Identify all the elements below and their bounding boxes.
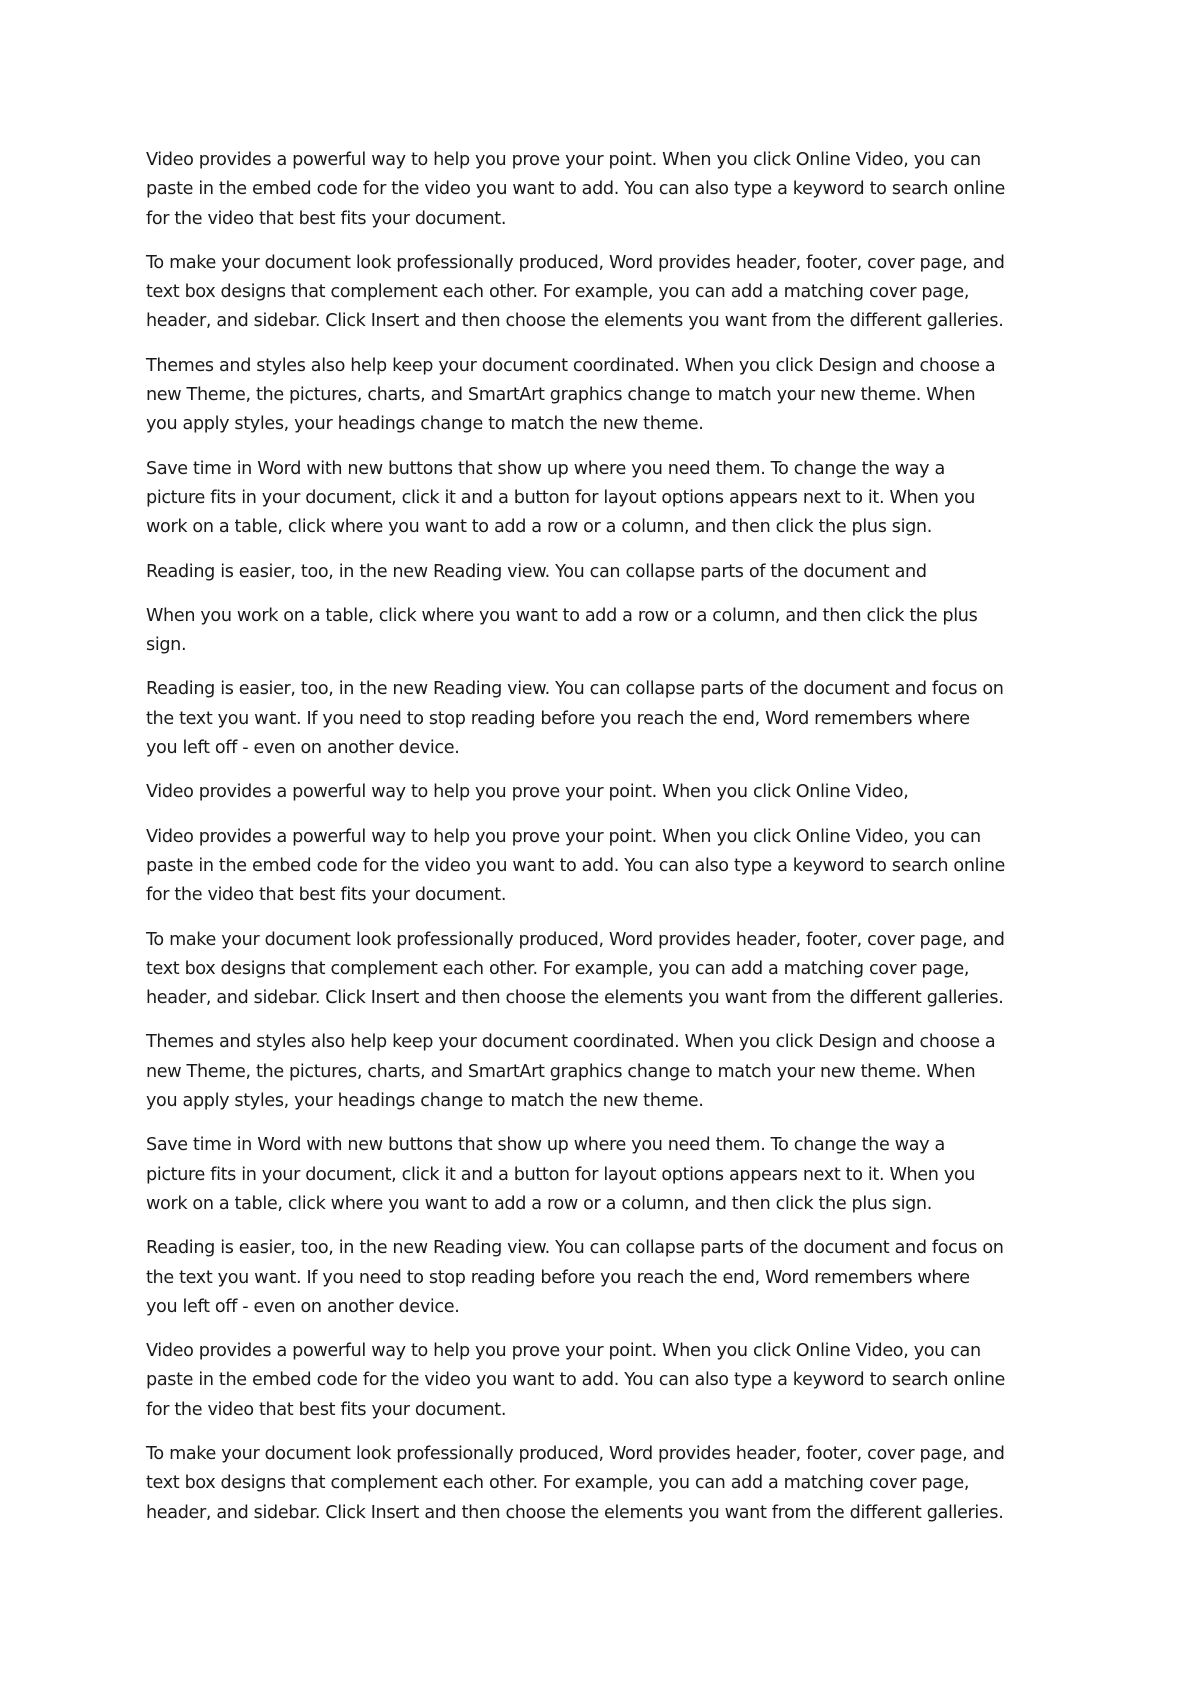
paragraph-line: header, and sidebar. Click Insert and then choose the elements you want from the different galleries. <box>146 988 1004 1009</box>
paragraph-line: you left off - even on another device. <box>146 1296 460 1317</box>
paragraph <box>146 778 1076 807</box>
paragraph-line: the text you want. If you need to stop reading before you reach the end, Word remembers where <box>146 708 970 729</box>
paragraph-line: picture fits in your document, click it and a button for layout options appears next to it. When you <box>146 1164 976 1185</box>
paragraph-line: for the video that best fits your document. <box>146 208 507 229</box>
paragraph-line: Reading is easier, too, in the new Reading view. You can collapse parts of the document and <box>146 561 927 582</box>
paragraph-line: for the video that best fits your document. <box>146 885 507 906</box>
paragraph-line: paste in the embed code for the video you want to add. You can also type a keyword to search online <box>146 1370 1005 1391</box>
paragraph <box>146 823 1076 911</box>
paragraph-line: you apply styles, your headings change to match the new theme. <box>146 1091 704 1112</box>
paragraph <box>146 455 1076 543</box>
paragraph-line: picture fits in your document, click it and a button for layout options appears next to it. When you <box>146 487 976 508</box>
paragraph <box>146 249 1076 337</box>
paragraph-line: To make your document look professionally produced, Word provides header, footer, cover page, and <box>146 929 1005 950</box>
paragraph <box>146 1440 1076 1528</box>
paragraph <box>146 602 1076 661</box>
paragraph <box>146 146 1076 234</box>
paragraph-line: Reading is easier, too, in the new Reading view. You can collapse parts of the document and focus on <box>146 679 1004 700</box>
paragraph-line: Themes and styles also help keep your document coordinated. When you click Design and choose a <box>146 1032 996 1053</box>
paragraph-line: new Theme, the pictures, charts, and SmartArt graphics change to match your new theme. When <box>146 385 976 406</box>
paragraph-line: work on a table, click where you want to add a row or a column, and then click the plus sign. <box>146 1193 932 1214</box>
paragraph-line: Video provides a powerful way to help you prove your point. When you click Online Video, you can <box>146 1341 981 1362</box>
document-body <box>146 146 1076 1543</box>
paragraph-line: new Theme, the pictures, charts, and SmartArt graphics change to match your new theme. When <box>146 1061 976 1082</box>
paragraph-line: work on a table, click where you want to add a row or a column, and then click the plus sign. <box>146 517 932 538</box>
paragraph-line: header, and sidebar. Click Insert and then choose the elements you want from the different galleries. <box>146 1502 1004 1523</box>
paragraph-line: Video provides a powerful way to help you prove your point. When you click Online Video, you can <box>146 826 981 847</box>
paragraph-line: To make your document look professionally produced, Word provides header, footer, cover page, and <box>146 1443 1005 1464</box>
paragraph-line: Themes and styles also help keep your document coordinated. When you click Design and choose a <box>146 355 996 376</box>
paragraph <box>146 1337 1076 1425</box>
paragraph <box>146 675 1076 763</box>
paragraph-line: the text you want. If you need to stop reading before you reach the end, Word remembers where <box>146 1267 970 1288</box>
paragraph-line: text box designs that complement each other. For example, you can add a matching cover page, <box>146 282 970 303</box>
paragraph-line: paste in the embed code for the video you want to add. You can also type a keyword to search online <box>146 855 1005 876</box>
paragraph <box>146 926 1076 1014</box>
paragraph-line: text box designs that complement each other. For example, you can add a matching cover page, <box>146 1473 970 1494</box>
paragraph-line: Video provides a powerful way to help you prove your point. When you click Online Video, <box>146 782 909 803</box>
paragraph-line: text box designs that complement each other. For example, you can add a matching cover page, <box>146 958 970 979</box>
paragraph-line: header, and sidebar. Click Insert and then choose the elements you want from the different galleries. <box>146 311 1004 332</box>
paragraph <box>146 1028 1076 1116</box>
paragraph-line: To make your document look professionally produced, Word provides header, footer, cover page, and <box>146 252 1005 273</box>
paragraph <box>146 1234 1076 1322</box>
paragraph-line: you apply styles, your headings change to match the new theme. <box>146 414 704 435</box>
paragraph-line: Save time in Word with new buttons that show up where you need them. To change the way a <box>146 458 945 479</box>
paragraph <box>146 558 1076 587</box>
paragraph-line: for the video that best fits your document. <box>146 1399 507 1420</box>
paragraph-line: Save time in Word with new buttons that show up where you need them. To change the way a <box>146 1135 945 1156</box>
paragraph-line: Video provides a powerful way to help you prove your point. When you click Online Video, you can <box>146 150 981 170</box>
paragraph <box>146 1131 1076 1219</box>
paragraph-line: When you work on a table, click where you want to add a row or a column, and then click the plus <box>146 605 978 626</box>
paragraph-line: paste in the embed code for the video you want to add. You can also type a keyword to search online <box>146 179 1005 200</box>
paragraph-line: you left off - even on another device. <box>146 738 460 759</box>
paragraph-line: Reading is easier, too, in the new Reading view. You can collapse parts of the document and focus on <box>146 1238 1004 1259</box>
paragraph-line: sign. <box>146 635 187 656</box>
paragraph <box>146 352 1076 440</box>
